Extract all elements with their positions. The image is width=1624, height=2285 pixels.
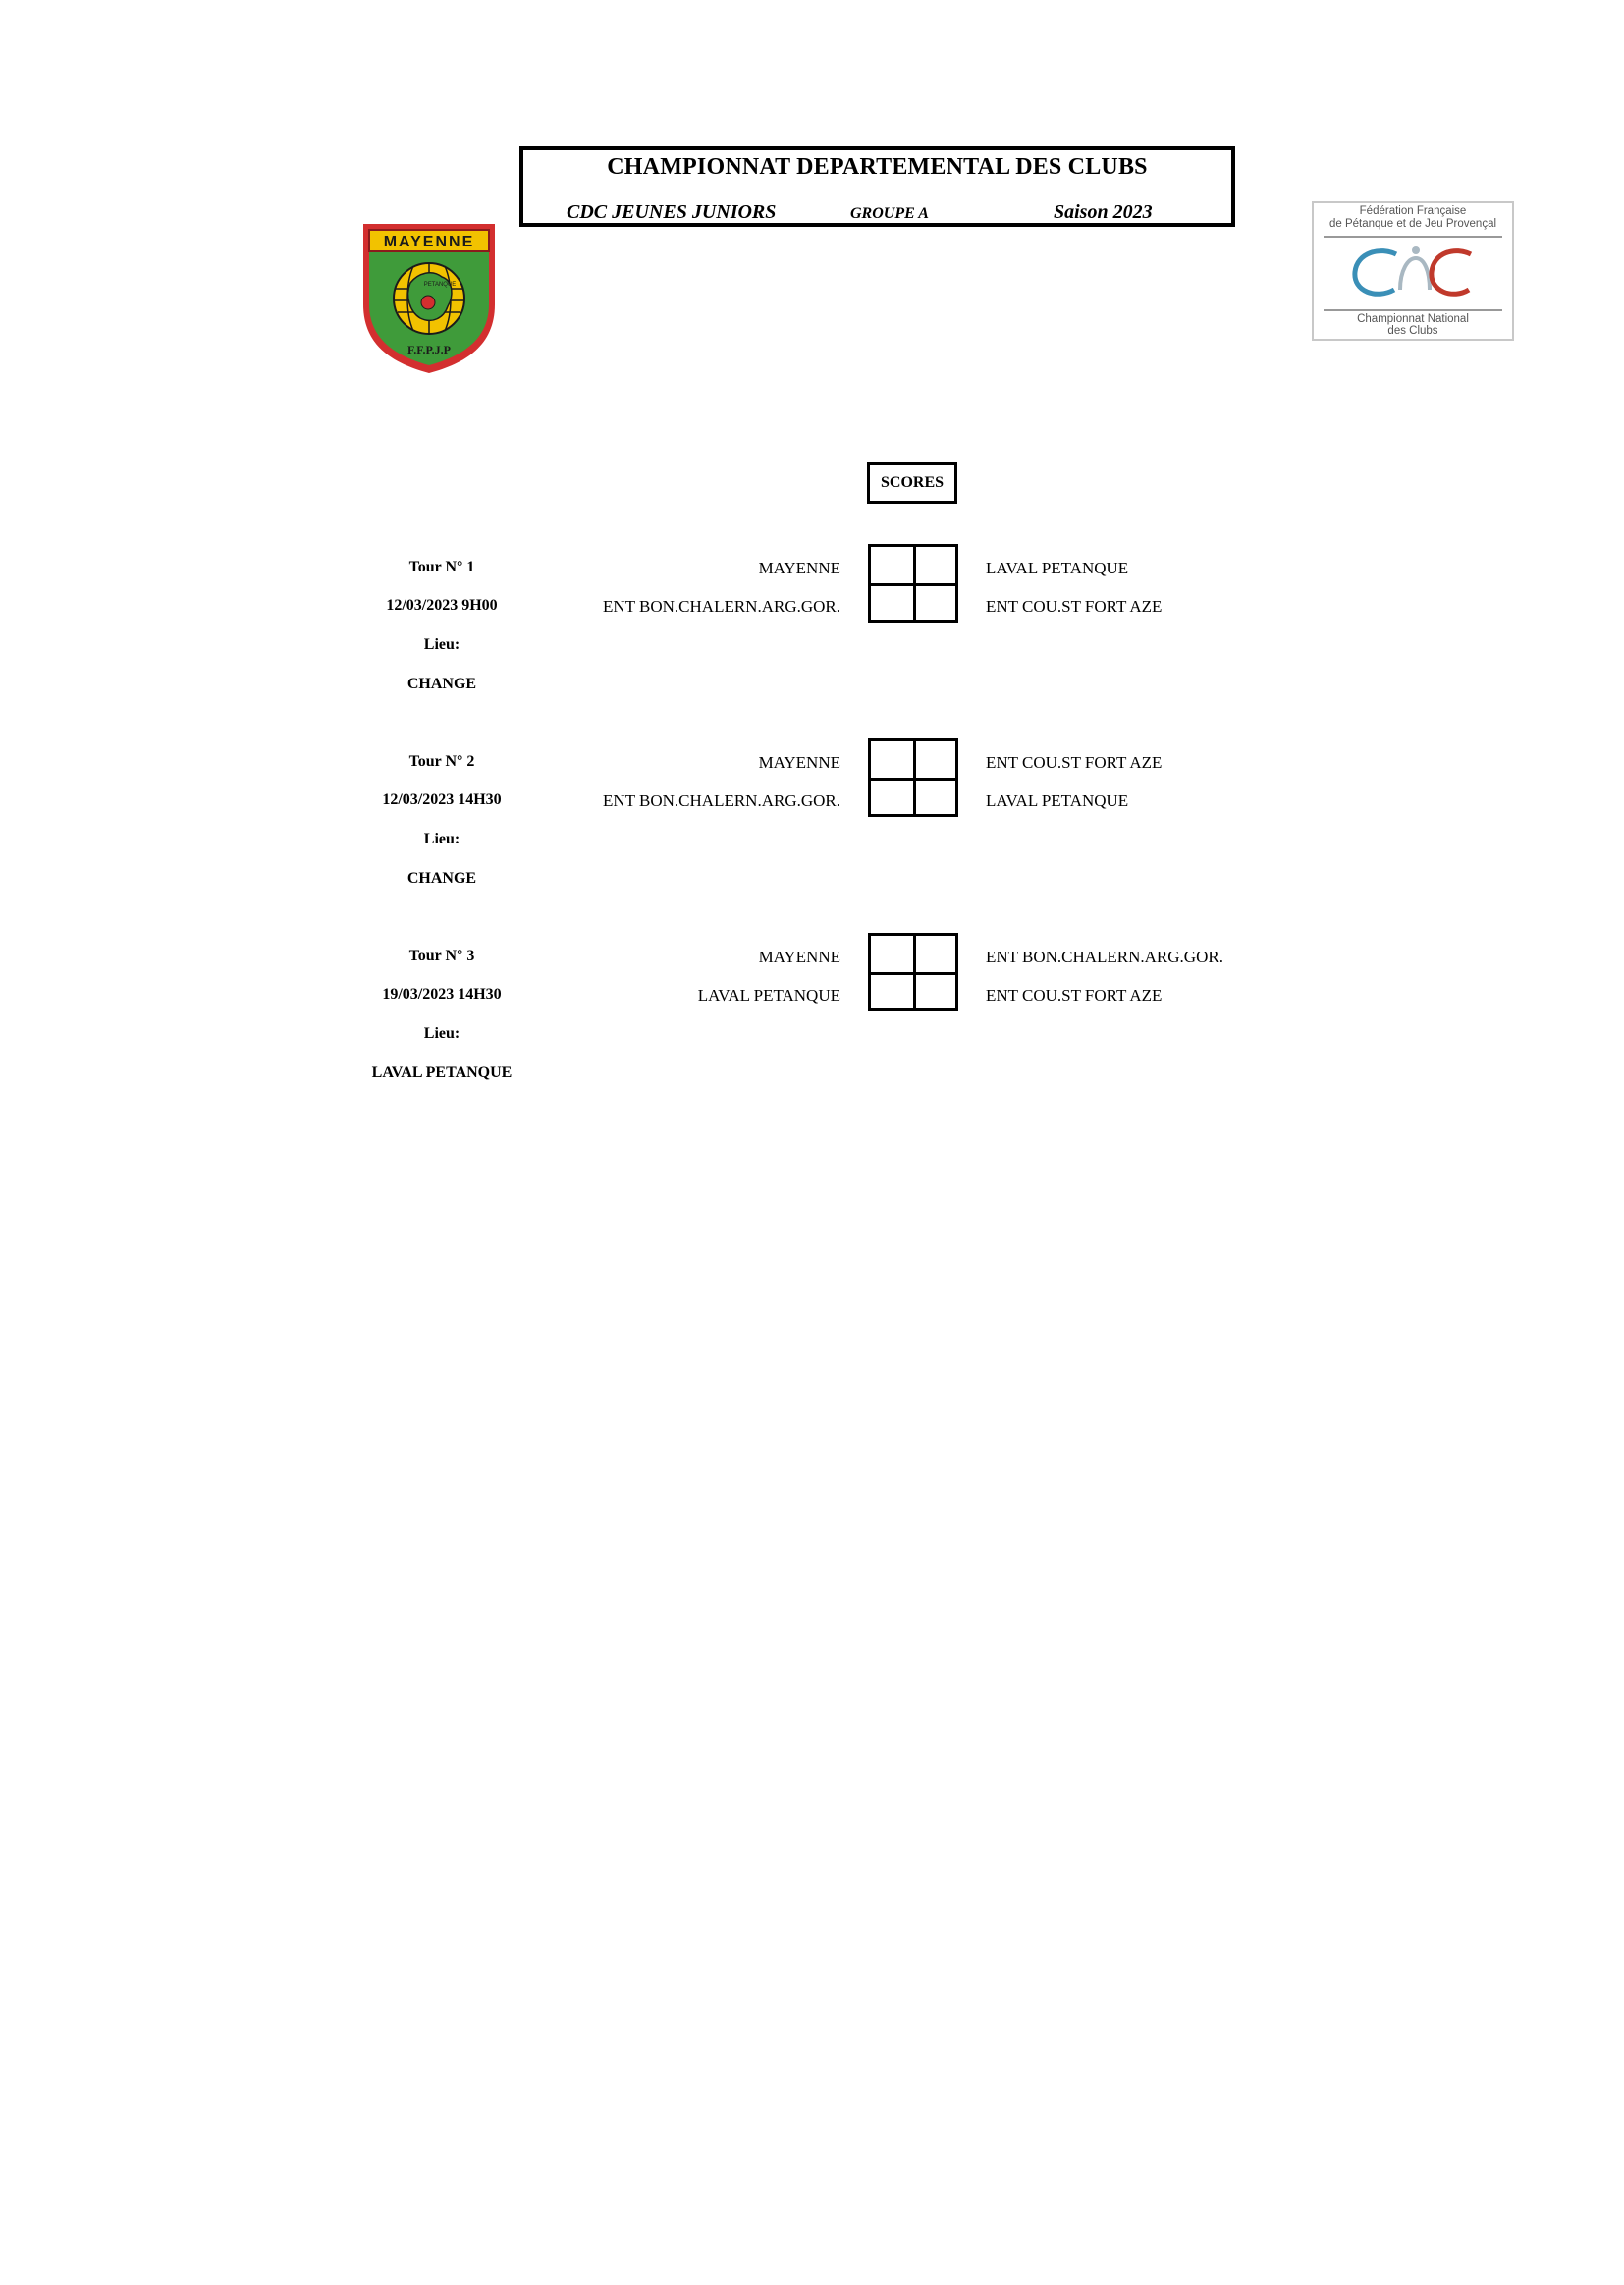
match-home-team: LAVAL PETANQUE: [697, 986, 840, 1005]
round-number: Tour N° 2: [408, 753, 475, 770]
header-box: [519, 146, 1235, 227]
score-cell-away[interactable]: [916, 936, 958, 972]
ffp-logo-rule-bottom: [1324, 309, 1502, 311]
svg-text:PETANQUE: PETANQUE: [423, 282, 457, 288]
round-datetime: 12/03/2023 14H30: [382, 791, 502, 808]
mayenne-shield-logo: [359, 220, 499, 377]
ffp-cnc-logo: [1312, 201, 1514, 341]
score-cell-away[interactable]: [916, 741, 958, 778]
ffp-logo-rule: [1324, 236, 1502, 238]
match-home-team: MAYENNE: [758, 948, 840, 966]
season-label: Saison 2023: [1054, 201, 1153, 223]
round-number: Tour N° 3: [408, 948, 475, 964]
round-venue: CHANGE: [406, 870, 477, 887]
score-cell-home[interactable]: [871, 586, 913, 623]
scores-header: SCORES: [867, 462, 957, 504]
match-away-team: LAVAL PETANQUE: [986, 559, 1129, 577]
round-venue-label: Lieu:: [423, 1025, 460, 1042]
round-block: [0, 738, 1624, 915]
score-cell-away[interactable]: [916, 781, 958, 817]
svg-text:F.F.P.J.P: F.F.P.J.P: [406, 343, 452, 356]
score-cell-home[interactable]: [871, 975, 913, 1011]
match-away-team: ENT BON.CHALERN.ARG.GOR.: [986, 948, 1223, 966]
round-block: [0, 933, 1624, 1110]
grid-divider: [871, 972, 955, 975]
cnc-emblem-icon: [1343, 241, 1487, 303]
competition-name: CDC JEUNES JUNIORS: [567, 201, 777, 223]
grid-divider: [871, 778, 955, 781]
match-away-team: ENT COU.ST FORT AZE: [986, 753, 1163, 772]
ffp-logo-top-text: Fédération Française de Pétanque et de Jeu Provençal: [1328, 205, 1497, 230]
round-datetime: 12/03/2023 9H00: [386, 597, 498, 614]
score-cell-home[interactable]: [871, 741, 913, 778]
score-cell-away[interactable]: [916, 586, 958, 623]
match-away-team: ENT COU.ST FORT AZE: [986, 986, 1163, 1005]
match-home-team: MAYENNE: [758, 559, 840, 577]
score-grid: [868, 738, 958, 817]
round-block: [0, 544, 1624, 721]
score-cell-away[interactable]: [916, 547, 958, 583]
match-away-team: ENT COU.ST FORT AZE: [986, 597, 1163, 616]
score-grid: [868, 544, 958, 623]
round-venue-label: Lieu:: [423, 636, 460, 653]
match-home-team: ENT BON.CHALERN.ARG.GOR.: [603, 791, 840, 810]
page-title: CHAMPIONNAT DEPARTEMENTAL DES CLUBS: [607, 154, 1148, 180]
group-name: GROUPE A: [850, 205, 929, 222]
score-grid: [868, 933, 958, 1011]
round-number: Tour N° 1: [408, 559, 475, 575]
score-cell-away[interactable]: [916, 975, 958, 1011]
score-cell-home[interactable]: [871, 781, 913, 817]
ffp-logo-bottom-text: Championnat National des Clubs: [1357, 313, 1469, 337]
round-venue: LAVAL PETANQUE: [371, 1064, 513, 1081]
grid-divider: [871, 583, 955, 586]
score-cell-home[interactable]: [871, 936, 913, 972]
match-away-team: LAVAL PETANQUE: [986, 791, 1129, 810]
round-venue: CHANGE: [406, 676, 477, 692]
svg-text:MAYENNE: MAYENNE: [383, 234, 475, 250]
score-cell-home[interactable]: [871, 547, 913, 583]
round-venue-label: Lieu:: [423, 831, 460, 847]
round-datetime: 19/03/2023 14H30: [382, 986, 502, 1003]
match-home-team: ENT BON.CHALERN.ARG.GOR.: [603, 597, 840, 616]
match-home-team: MAYENNE: [758, 753, 840, 772]
